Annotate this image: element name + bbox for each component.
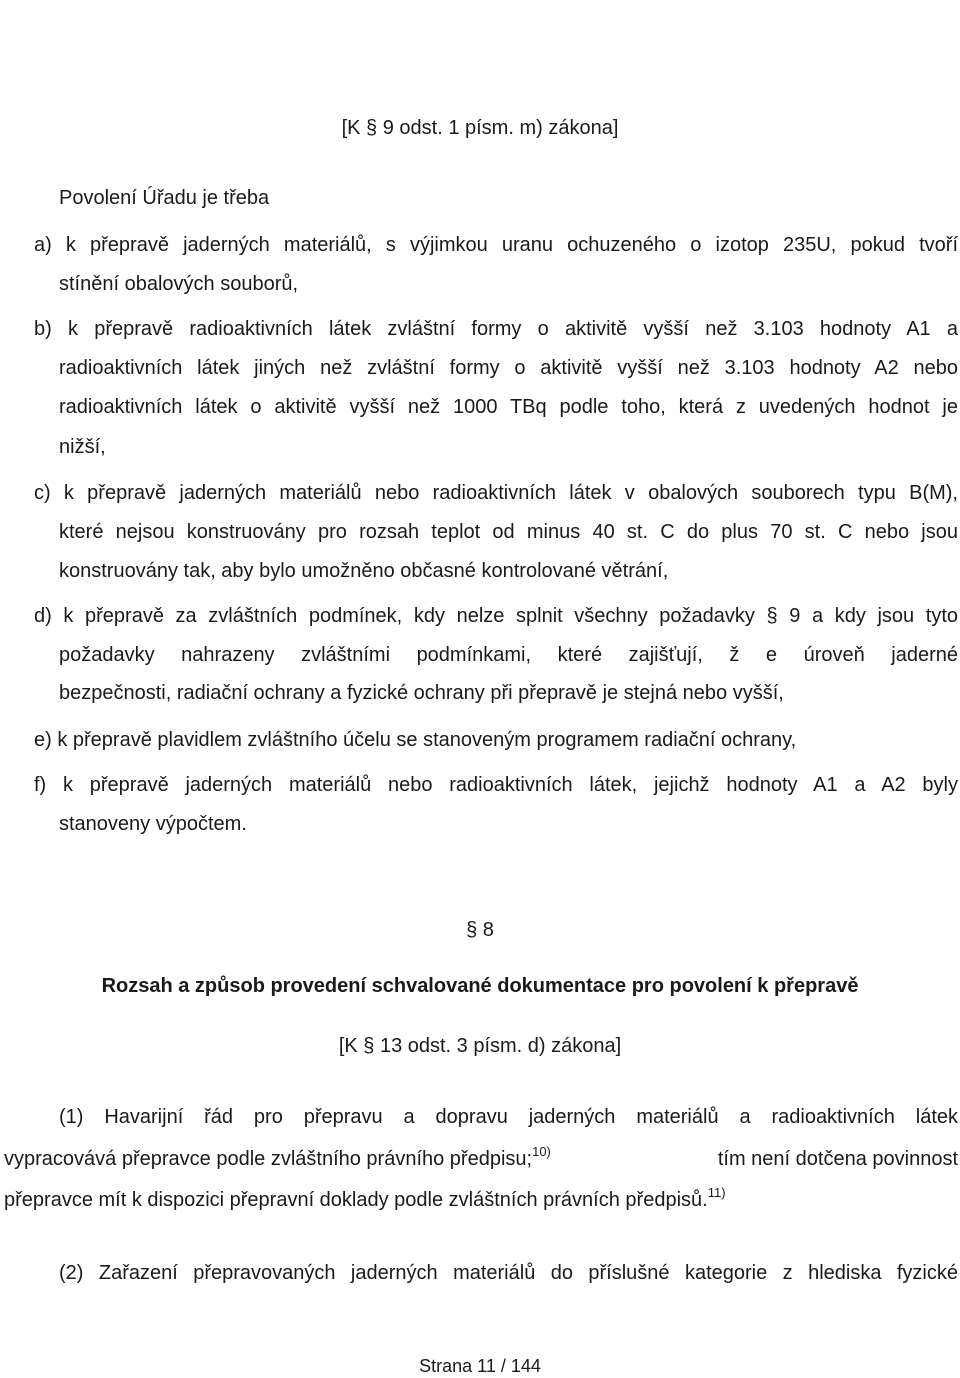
paragraph-1-line-3-text: přepravce mít k dispozici přepravní doklady podle zvláštních právních předpisů. bbox=[4, 1189, 708, 1211]
item-d-line-2: požadavky nahrazeny zvláštními podmínkami, které zajišťují, ž e úroveň jaderné bbox=[59, 644, 958, 666]
item-a-line-1: a) k přepravě jaderných materiálů, s výjimkou uranu ochuzeného o izotop 235U, pokud tvoří bbox=[34, 234, 958, 256]
paragraph-1-line-3 bbox=[4, 1185, 726, 1212]
item-c-line-3: konstruovány tak, aby bylo umožněno občasné kontrolované větrání, bbox=[59, 560, 669, 582]
footnote-ref-11[interactable]: 11) bbox=[707, 1185, 726, 1200]
paragraph-1-line-2 bbox=[4, 1144, 958, 1171]
page-footer: Strana 11 / 144 bbox=[419, 1356, 541, 1376]
item-c-line-2: které nejsou konstruovány pro rozsah teplot od minus 40 st. C do plus 70 st. C nebo jsou bbox=[59, 521, 958, 543]
intro-text: Povolení Úřadu je třeba bbox=[59, 187, 270, 209]
section-legal-reference: [K § 13 odst. 3 písm. d) zákona] bbox=[338, 1035, 622, 1057]
paragraph-2-line-1: (2) Zařazení přepravovaných jaderných materiálů do příslušné kategorie z hlediska fyzické bbox=[59, 1262, 958, 1284]
item-d-line-3: bezpečnosti, radiační ochrany a fyzické ochrany při přepravě je stejná nebo vyšší, bbox=[59, 682, 784, 704]
paragraph-1-line-2-start bbox=[4, 1144, 551, 1171]
item-b-line-3: radioaktivních látek o aktivitě vyšší než 1000 TBq podle toho, která z uvedených hodnot je bbox=[59, 396, 958, 418]
item-f-line-2: stanoveny výpočtem. bbox=[59, 813, 247, 835]
section-title: Rozsah a způsob provedení schvalované dokumentace pro povolení k přepravě bbox=[101, 975, 859, 997]
paragraph-1-line-2-end: tím není dotčena povinnost bbox=[717, 1148, 958, 1170]
item-b-line-1: b) k přepravě radioaktivních látek zvláštní formy o aktivitě vyšší než 3.103 hodnoty A1 a bbox=[34, 318, 958, 340]
item-a-line-2: stínění obalových souborů, bbox=[59, 273, 299, 295]
item-e-line-1: e) k přepravě plavidlem zvláštního účelu se stanoveným programem radiační ochrany, bbox=[34, 729, 797, 751]
item-b-line-4: nižší, bbox=[59, 436, 106, 458]
item-f-line-1: f) k přepravě jaderných materiálů nebo radioaktivních látek, jejichž hodnoty A1 a A2 byly bbox=[34, 774, 958, 796]
legal-reference-top: [K § 9 odst. 1 písm. m) zákona] bbox=[341, 117, 619, 139]
footnote-ref-10[interactable]: 10) bbox=[532, 1144, 551, 1159]
section-number: § 8 bbox=[466, 919, 494, 941]
item-b-line-2: radioaktivních látek jiných než zvláštní formy o aktivitě vyšší než 3.103 hodnoty A2 nebo bbox=[59, 357, 958, 379]
paragraph-1-line-1: (1) Havarijní řád pro přepravu a dopravu jaderných materiálů a radioaktivních látek bbox=[59, 1106, 958, 1128]
item-d-line-1: d) k přepravě za zvláštních podmínek, kdy nelze splnit všechny požadavky § 9 a kdy jsou tyto bbox=[34, 605, 958, 627]
item-c-line-1: c) k přepravě jaderných materiálů nebo radioaktivních látek v obalových souborech typu B(M), bbox=[34, 482, 958, 504]
paragraph-1-line-2-text: vypracovává přepravce podle zvláštního právního předpisu; bbox=[4, 1148, 533, 1170]
